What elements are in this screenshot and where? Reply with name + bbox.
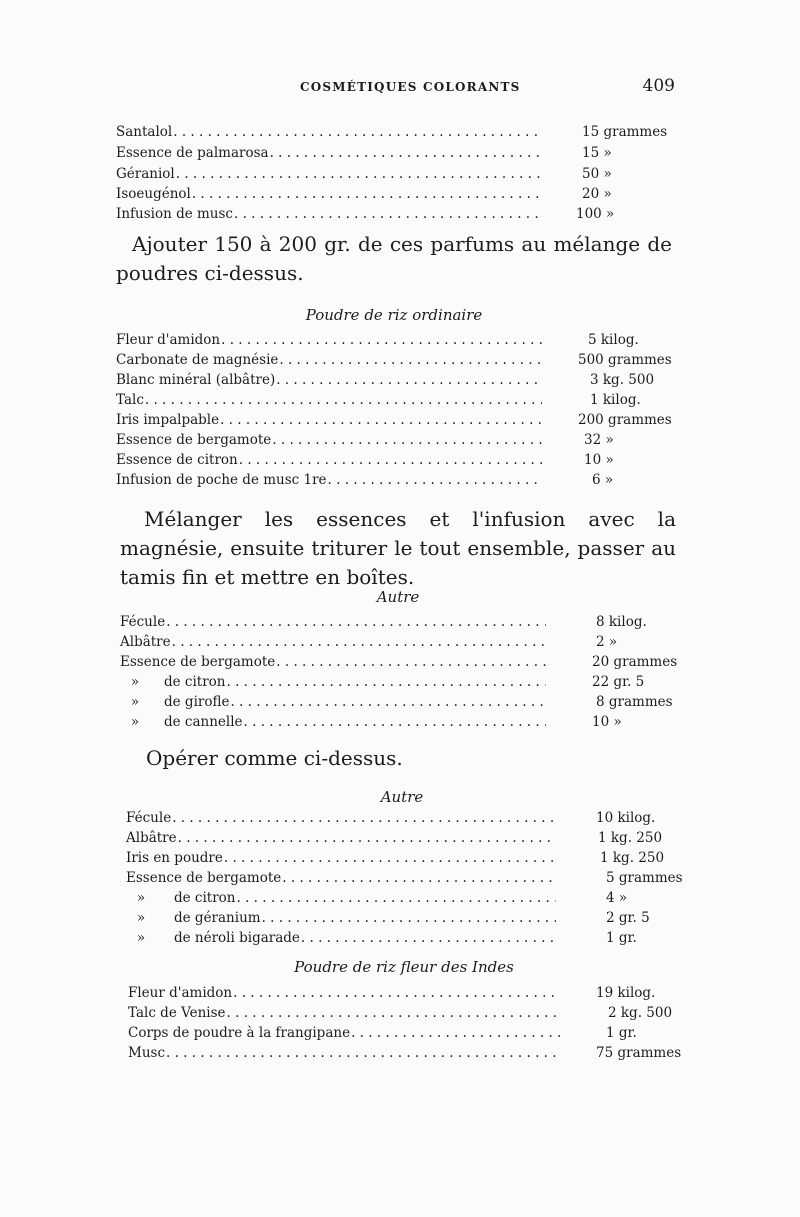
ditto-mark: »	[136, 890, 146, 906]
dot-leader	[224, 850, 556, 866]
dot-leader	[234, 206, 540, 222]
ingredient-row	[116, 124, 668, 144]
ingredient-quantity: 19 kilog.	[596, 985, 656, 1001]
ingredient-quantity: 1 kilog.	[590, 392, 641, 408]
ditto-mark: »	[136, 930, 146, 946]
ingredient-name: de girofle	[164, 694, 230, 710]
ingredient-quantity: 4 »	[606, 890, 628, 906]
instruction-paragraph: Opérer comme ci-dessus.	[146, 746, 403, 770]
dot-leader	[172, 634, 546, 650]
ingredient-name: Talc	[116, 392, 144, 408]
dot-leader	[192, 186, 540, 202]
dot-leader	[328, 472, 542, 488]
ingredient-quantity: 1 gr.	[606, 930, 637, 946]
ingredient-name: Blanc minéral (albâtre)	[116, 372, 276, 388]
instruction-paragraph: Ajouter 150 à 200 gr. de ces parfums au mélange de poudres ci-dessus.	[116, 232, 672, 285]
dot-leader	[279, 352, 542, 368]
ingredient-quantity: 2 kg. 500	[608, 1005, 673, 1021]
ingredient-quantity: 15 »	[582, 145, 612, 161]
section-heading: Poudre de riz fleur des Indes	[294, 958, 514, 976]
ingredient-quantity: 75 grammes	[596, 1045, 682, 1061]
dot-leader	[176, 166, 540, 182]
ingredient-name: de néroli bigarade	[174, 930, 300, 946]
ingredient-quantity: 1 gr.	[606, 1025, 637, 1041]
dot-leader	[227, 674, 546, 690]
ditto-mark: »	[130, 674, 140, 690]
dot-leader	[239, 452, 542, 468]
dot-leader	[276, 372, 542, 388]
ingredient-quantity: 200 grammes	[578, 412, 672, 428]
ingredient-row	[116, 186, 612, 206]
dot-leader	[301, 930, 556, 946]
section-heading: Poudre de riz ordinaire	[305, 306, 483, 324]
dot-leader	[172, 810, 556, 826]
dot-leader	[272, 432, 542, 448]
ingredient-name: Essence de palmarosa	[116, 145, 269, 161]
dot-leader	[221, 332, 542, 348]
ingredient-row	[126, 830, 663, 850]
dot-leader	[233, 985, 560, 1001]
ingredient-name: Fécule	[126, 810, 172, 826]
dot-leader	[276, 654, 546, 670]
ingredient-quantity: 2 »	[596, 634, 618, 650]
ingredient-quantity: 32 »	[584, 432, 614, 448]
dot-leader	[173, 124, 540, 140]
ingredient-quantity: 10 kilog.	[596, 810, 656, 826]
dot-leader	[220, 412, 542, 428]
ingredient-quantity: 100 »	[576, 206, 615, 222]
page-header	[120, 76, 675, 100]
ingredient-row	[126, 890, 628, 910]
ingredient-quantity: 20 grammes	[592, 654, 678, 670]
ingredient-quantity: 15 grammes	[582, 124, 668, 140]
ingredient-row	[128, 1005, 673, 1025]
ingredient-name: Albâtre	[120, 634, 171, 650]
ingredient-quantity: 22 gr. 5	[592, 674, 645, 690]
ingredient-row	[116, 166, 612, 186]
dot-leader	[166, 1045, 560, 1061]
dot-leader	[166, 614, 546, 630]
ingredient-quantity: 5 kilog.	[588, 332, 639, 348]
ingredient-row	[116, 352, 672, 372]
ingredient-name: Essence de citron	[116, 452, 238, 468]
section-heading: Autre	[376, 588, 420, 606]
ingredient-name: Isoeugénol	[116, 186, 191, 202]
ingredient-quantity: 8 kilog.	[596, 614, 647, 630]
ingredient-name: de citron	[174, 890, 236, 906]
ingredient-quantity: 2 gr. 5	[606, 910, 650, 926]
running-title: COSMÉTIQUES COLORANTS	[300, 80, 521, 94]
page-number: 409	[642, 76, 675, 96]
ingredient-name: Carbonate de magnésie	[116, 352, 279, 368]
ingredient-row	[128, 1045, 682, 1065]
ingredient-row	[116, 432, 614, 452]
ingredient-quantity: 50 »	[582, 166, 612, 182]
ingredient-row	[120, 614, 647, 634]
ingredient-quantity: 8 grammes	[596, 694, 673, 710]
ingredient-row	[116, 472, 614, 492]
ingredient-row	[126, 810, 656, 830]
ingredient-quantity: 20 »	[582, 186, 612, 202]
ingredient-quantity: 1 kg. 250	[600, 850, 665, 866]
ingredient-quantity: 10 »	[584, 452, 614, 468]
dot-leader	[178, 830, 556, 846]
ingredient-row	[120, 714, 622, 734]
ingredient-row	[116, 412, 672, 432]
ingredient-row	[116, 206, 615, 226]
ingredient-row	[116, 392, 641, 412]
ingredient-name: Fleur d'amidon	[116, 332, 221, 348]
dot-leader	[270, 145, 540, 161]
dot-leader	[262, 910, 556, 926]
ingredient-row	[116, 452, 614, 472]
ingredient-name: de citron	[164, 674, 226, 690]
ditto-mark: »	[136, 910, 146, 926]
ingredient-name: Santalol	[116, 124, 173, 140]
ingredient-quantity: 6 »	[592, 472, 614, 488]
ingredient-quantity: 1 kg. 250	[598, 830, 663, 846]
ingredient-name: Essence de bergamote	[116, 432, 272, 448]
ingredient-name: Essence de bergamote	[126, 870, 282, 886]
ingredient-row	[116, 372, 655, 392]
ingredient-row	[128, 1025, 637, 1045]
ingredient-name: Talc de Venise	[128, 1005, 226, 1021]
ingredient-name: de géranium	[174, 910, 261, 926]
ingredient-name: Infusion de musc	[116, 206, 233, 222]
dot-leader	[351, 1025, 560, 1041]
ingredient-row	[126, 850, 665, 870]
ingredient-row	[116, 145, 612, 165]
dot-leader	[282, 870, 556, 886]
dot-leader	[230, 694, 546, 710]
ingredient-name: Iris en poudre	[126, 850, 223, 866]
ingredient-name: Iris impalpable	[116, 412, 220, 428]
ingredient-row	[126, 910, 650, 930]
ingredient-row	[120, 674, 645, 694]
dot-leader	[145, 392, 542, 408]
ingredient-name: Infusion de poche de musc 1re	[116, 472, 327, 488]
ingredient-name: Fleur d'amidon	[128, 985, 233, 1001]
dot-leader	[227, 1005, 560, 1021]
ditto-mark: »	[130, 714, 140, 730]
ingredient-name: Corps de poudre à la frangipane	[128, 1025, 351, 1041]
ingredient-quantity: 3 kg. 500	[590, 372, 655, 388]
dot-leader	[237, 890, 556, 906]
dot-leader	[244, 714, 546, 730]
ingredient-row	[120, 694, 673, 714]
ingredient-row	[126, 930, 637, 950]
ingredient-quantity: 10 »	[592, 714, 622, 730]
ingredient-name: Fécule	[120, 614, 166, 630]
ingredient-quantity: 5 grammes	[606, 870, 683, 886]
instruction-paragraph: Mélanger les essences et l'infusion avec la magnésie, ensuite triturer le tout ensemble, passer au tamis fin et mettre en boîtes.	[120, 507, 676, 589]
section-heading: Autre	[380, 788, 424, 806]
ditto-mark: »	[130, 694, 140, 710]
ingredient-name: Essence de bergamote	[120, 654, 276, 670]
ingredient-row	[120, 654, 678, 674]
ingredient-row	[120, 634, 618, 654]
ingredient-quantity: 500 grammes	[578, 352, 672, 368]
ingredient-row	[126, 870, 683, 890]
ingredient-name: Géraniol	[116, 166, 175, 182]
ingredient-row	[116, 332, 639, 352]
ingredient-name: de cannelle	[164, 714, 243, 730]
ingredient-name: Musc	[128, 1045, 166, 1061]
ingredient-row	[128, 985, 656, 1005]
ingredient-name: Albâtre	[126, 830, 177, 846]
